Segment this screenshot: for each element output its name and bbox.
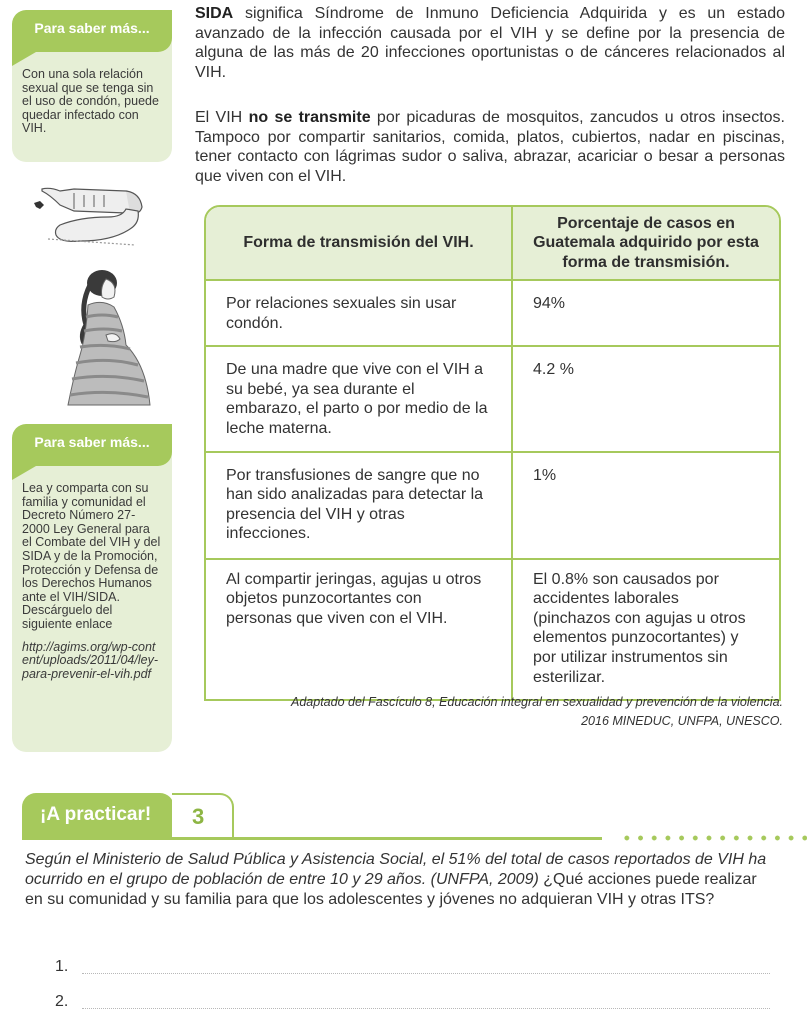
section-divider-dots [620,835,807,841]
no-transmission-emphasis: no se transmite [248,109,371,126]
pregnant-woman-illustration [50,265,160,415]
section-divider-line [22,837,602,840]
table-row [206,281,779,347]
syringe-condom-illustration [30,183,155,263]
practice-tab [22,793,174,838]
practice-number: 3 [192,804,205,829]
answer-number: 2. [55,993,69,1010]
sida-term: SIDA [195,5,234,22]
callout-text: Con una sola relación sexual que se tenga sin el uso de condón, puede quedar infectado con VIH. [22,67,159,136]
answer-number: 1. [55,958,69,975]
callout-body [12,466,172,695]
callout-title: Para saber más... [12,424,172,466]
answer-line-2[interactable] [55,993,770,1013]
transmission-form-cell: Por transfusiones de sangre que no han sido analizadas para detectar la presencia del VIH y otras infecciones. [206,453,513,560]
sida-definition-text: significa Síndrome de Inmuno Deficiencia Adquirida y es un estado avanzado de la infección causada por el VIH y se define por la presencia de alguna de las más de 20 infecciones oportunistas o de cánceres relacionados al VIH. [195,5,785,81]
law-download-link[interactable]: http://agims.org/wp-content/uploads/2011/04/ley-para-prevenir-el-vih.pdf [22,639,158,681]
question-text: ¿Qué acciones puede realizar en su comunidad y su familia para que los adolescentes y jóvenes no adquieran VIH y otras ITS? [25,871,757,908]
header-transmission-form: Forma de transmisión del VIH. [206,207,513,281]
practice-number-tab [172,793,234,839]
percentage-cell: 4.2 % [513,347,779,452]
answer-line-1[interactable] [55,958,770,978]
practice-label: ¡A practicar! [40,804,152,825]
practice-section-header [22,793,802,843]
table-row [206,453,779,560]
practice-question [25,850,770,910]
source-line-1: Adaptado del Fascículo 8, Educación integral en sexualidad y prevención de la violencia. [291,695,783,709]
callout-para-saber-mas-1 [12,10,172,162]
header-percentage: Porcentaje de casos en Guatemala adquirido por esta forma de transmisión. [513,207,779,281]
transmission-form-cell: Al compartir jeringas, agujas u otros objetos punzocortantes con personas que viven con el VIH. [206,560,513,700]
source-line-2: 2016 MINEDUC, UNFPA, UNESCO. [581,714,783,728]
sida-definition-paragraph [195,4,785,82]
paragraph-prefix: El VIH [195,109,249,126]
percentage-cell: El 0.8% son causados por accidentes laborales (pinchazos con agujas u otros elementos punzocortantes) y por utilizar instrumentos sin esterilizar. [533,570,746,686]
table-header-row [206,207,779,281]
question-context: Según el Ministerio de Salud Pública y Asistencia Social, el 51% del total de casos reportados de VIH ha ocurrido en el grupo de población de entre 10 y 29 años. (UNFPA, 2009) [25,851,767,888]
answer-input-line[interactable] [82,1008,770,1009]
transmission-table [204,205,781,701]
callout-body [12,52,172,150]
table-row [206,560,779,700]
callout-title: Para saber más... [12,10,172,52]
no-transmission-text: por picaduras de mosquitos, zancudos u otros insectos. Tampoco por compartir sanitarios, comida, platos, cubiertos, nadar en piscinas, tener contacto con lágrimas sudor o saliva, abrazar, acariciar o besar a personas que viven con el VIH. [195,109,785,185]
drop-icon [34,201,44,209]
transmission-form-cell: De una madre que vive con el VIH a su bebé, ya sea durante el embarazo, el parto o por medio de la leche materna. [206,347,513,452]
source-citation [203,693,783,731]
answer-input-line[interactable] [82,973,770,974]
percentage-cell: 1% [513,453,779,560]
no-transmission-paragraph [195,108,785,186]
percentage-cell: 94% [513,281,779,347]
callout-text: Lea y comparta con su familia y comunidad el Decreto Número 27-2000 Ley General para el Combate del VIH y del SIDA y de la Promoción, Protección y Defensa de los Derechos Humanos ante el VIH/SIDA. Descárguelo del siguiente enlace [22,481,161,631]
table-row [206,347,779,452]
transmission-form-cell: Por relaciones sexuales sin usar condón. [206,281,513,347]
callout-para-saber-mas-2 [12,424,172,752]
